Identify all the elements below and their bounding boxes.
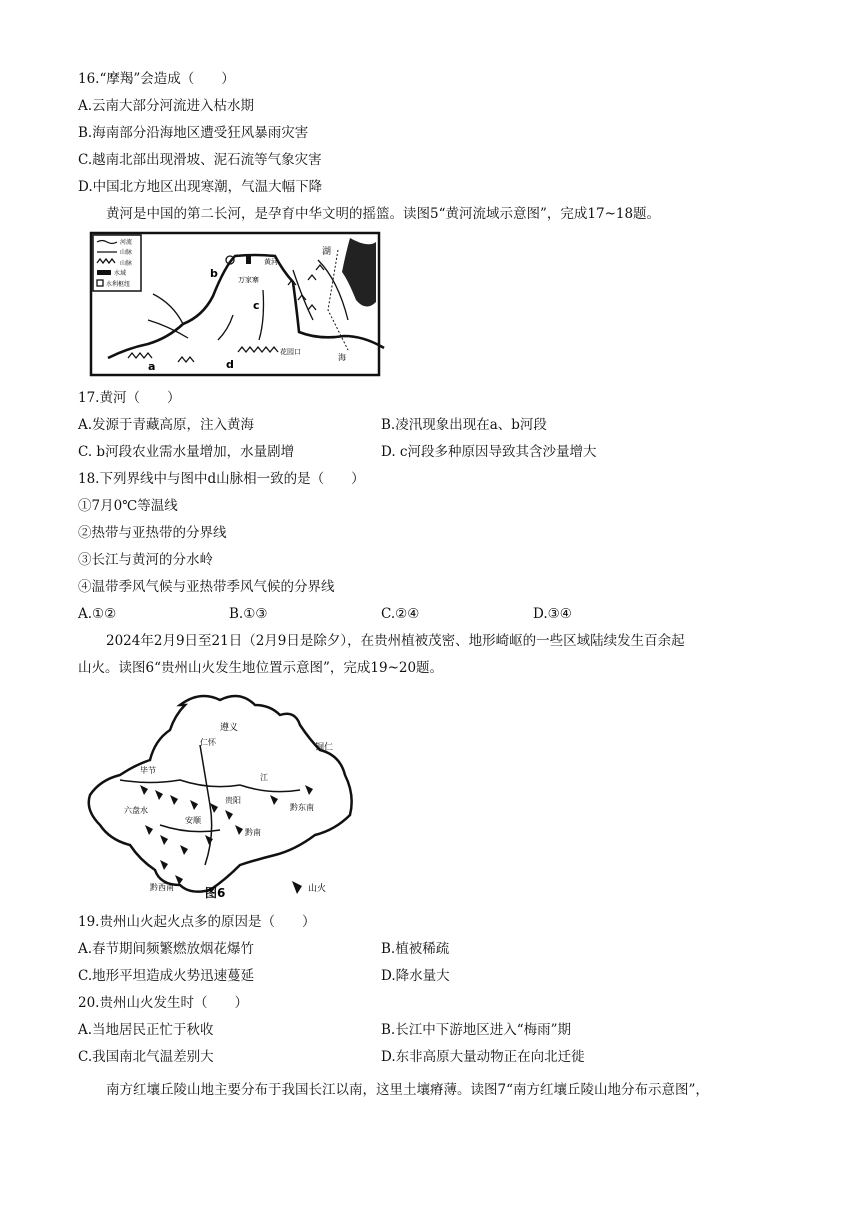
label-c: c	[253, 299, 260, 312]
legend-water: 水域	[114, 270, 127, 277]
q16-option-b: B.海南部分沿海地区遭受狂风暴雨灾害	[78, 125, 309, 141]
q16-option-a: A.云南大部分河流进入枯水期	[78, 98, 255, 114]
q19-option-a: A.春节期间频繁燃放烟花爆竹	[78, 941, 255, 957]
yellow-river-intro: 黄河是中国的第二长河，是孕育中华文明的摇篮。读图5“黄河流域示意图”，完成17~18题。	[106, 206, 661, 222]
q18-option-d: D.③④	[533, 606, 572, 622]
q18-item-2: ②热带与亚热带的分界线	[78, 525, 227, 541]
guizhou-intro-line2: 山火。读图6“贵州山火发生地位置示意图”，完成19~20题。	[78, 660, 444, 676]
q19-option-d: D.降水量大	[381, 968, 450, 984]
label-qianxinan: 黔西南	[150, 883, 174, 892]
q19-option-b: B.植被稀疏	[381, 941, 450, 957]
map-legend	[93, 235, 141, 291]
q16-stem: 16.“摩羯”会造成（ ）	[78, 71, 235, 87]
label-lake: 湖	[322, 247, 332, 257]
q16-option-c: C.越南北部出现滑坡、泥石流等气象灾害	[78, 152, 322, 168]
q19-stem: 19.贵州山火起火点多的原因是（ ）	[78, 914, 316, 930]
label-a: a	[148, 360, 156, 373]
q18-item-4: ④温带季风气候与亚热带季风气候的分界线	[78, 579, 335, 595]
guizhou-fire-map	[60, 685, 380, 905]
q17-option-d: D. c河段多种原因导致其含沙量增大	[381, 444, 597, 460]
q18-item-1: ①7月0℃等温线	[78, 498, 178, 514]
legend-river: 河流	[120, 239, 133, 246]
q17-option-c: C. b河段农业需水量增加，水量剧增	[78, 444, 295, 460]
legend-fire-icon	[292, 881, 302, 894]
guizhou-intro-line1: 2024年2月9日至21日（2月9日是除夕），在贵州植被茂密、地形崎岖的一些区域陆续发生百余起	[106, 633, 685, 649]
legend-fire-label: 山火	[308, 884, 327, 894]
label-tongren: 铜仁	[315, 743, 334, 753]
label-place1: 万家寨	[238, 276, 259, 284]
legend-boundary: 山脉	[120, 249, 133, 256]
q18-item-3: ③长江与黄河的分水岭	[78, 552, 213, 568]
label-yellow-river: 黄河	[264, 258, 278, 266]
q18-stem: 18.下列界线中与图中d山脉相一致的是（ ）	[78, 471, 365, 487]
legend-dam: 水利枢纽	[106, 281, 131, 288]
label-anshun: 安顺	[185, 816, 201, 825]
q20-stem: 20.贵州山火发生时（ ）	[78, 995, 248, 1011]
q19-option-c: C.地形平坦造成火势迅速蔓延	[78, 968, 255, 984]
q18-option-c: C.②④	[381, 606, 420, 622]
label-place2: 花园口	[280, 348, 301, 356]
red-soil-intro: 南方红壤丘陵山地主要分布于我国长江以南，这里土壤瘠薄。读图7“南方红壤丘陵山地分布示意图”，	[106, 1082, 709, 1098]
q20-option-a: A.当地居民正忙于秋收	[78, 1022, 214, 1038]
figure6-caption: 图6	[205, 886, 226, 900]
legend-mountain: 山脉	[120, 260, 133, 267]
q16-option-d: D.中国北方地区出现寒潮，气温大幅下降	[78, 179, 323, 195]
q18-option-a: A.①②	[78, 606, 117, 622]
q17-option-a: A.发源于青藏高原，注入黄海	[78, 417, 255, 433]
label-qiandongnan: 黔东南	[290, 803, 314, 812]
q20-option-c: C.我国南北气温差别大	[78, 1049, 214, 1065]
label-liupanshui: 六盘水	[124, 806, 148, 815]
label-d: d	[226, 358, 234, 371]
label-b: b	[210, 267, 218, 280]
label-renhuai: 仁怀	[200, 738, 216, 747]
yellow-river-map	[88, 230, 390, 380]
label-zunyi: 遵义	[220, 723, 239, 733]
label-qiannan: 黔南	[245, 828, 261, 837]
q20-option-b: B.长江中下游地区进入“梅雨”期	[381, 1022, 572, 1038]
label-river: 江	[260, 773, 268, 782]
q17-stem: 17.黄河（ ）	[78, 390, 181, 406]
label-bijie: 毕节	[140, 766, 156, 775]
q17-option-b: B.凌汛现象出现在a、b河段	[381, 417, 547, 433]
q18-option-b: B.①③	[229, 606, 268, 622]
label-guiyang: 贵阳	[225, 796, 241, 805]
label-sea: 海	[338, 353, 346, 362]
q20-option-d: D.东非高原大量动物正在向北迁徙	[381, 1049, 585, 1065]
dam-marker	[246, 254, 251, 264]
